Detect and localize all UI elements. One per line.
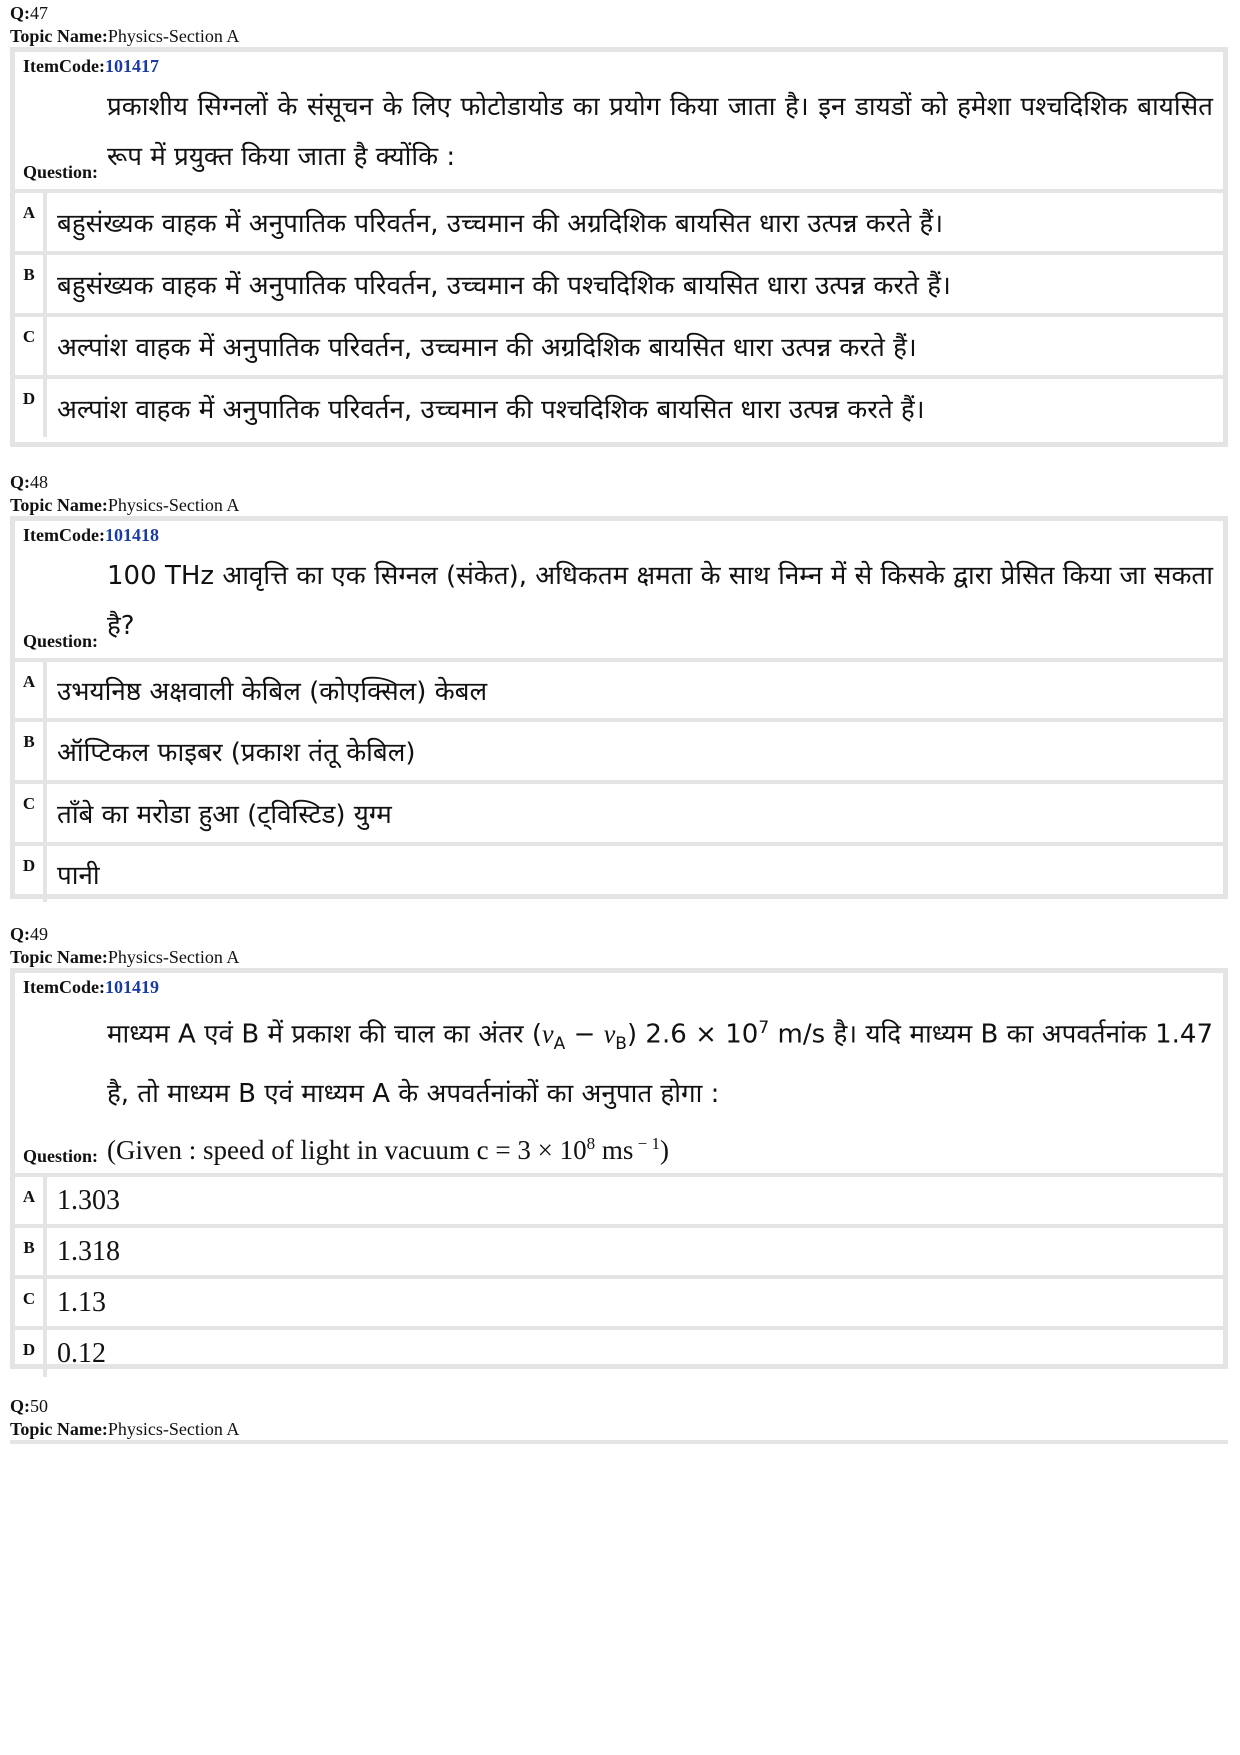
option-letter: B <box>15 722 47 780</box>
option-text: बहुसंख्यक वाहक में अनुपातिक परिवर्तन, उच्चमान की अग्रदिशिक बायसित धारा उत्पन्न करते हैं। <box>57 209 944 239</box>
question-label: Question: <box>23 1146 99 1166</box>
option-letter: D <box>15 846 47 902</box>
question-text: माध्यम A एवं B में प्रकाश की चाल का अंतर $(v_A - v_B) 2.6 \times 10^7$ m/s है। यदि माध्यम B का अपवर्तनांक 1.47 है, तो माध्यम B एवं माध्यम A के अपवर्तनांकों का अनुपात होगा : (Given : speed of light in vacuum $c = 3 \times 10^8$ ms $^{- 1}$) <box>107 1018 1213 1165</box>
question-card-49 <box>10 968 1228 1369</box>
option-letter: D <box>15 379 47 437</box>
option-text: अल्पांश वाहक में अनुपातिक परिवर्तन, उच्चमान की अग्रदिशिक बायसित धारा उत्पन्न करते हैं। <box>57 333 917 363</box>
question-label: Question: <box>23 162 99 182</box>
option-text: अल्पांश वाहक में अनुपातिक परिवर्तन, उच्चमान की पश्चदिशिक बायसित धारा उत्पन्न करते हैं। <box>57 395 925 425</box>
question-text: प्रकाशीय सिग्नलों के संसूचन के लिए फोटोडायोड का प्रयोग किया जाता है। इन डायडों को हमेशा पश्चदिशिक बायसित रूप में प्रयुक्त किया जाता है क्योंकि : <box>107 92 1213 172</box>
option-c[interactable] <box>15 784 1223 846</box>
topic-name: Topic Name:Physics-Section A <box>10 947 240 967</box>
option-d[interactable] <box>15 846 1223 902</box>
option-letter: C <box>15 1279 47 1326</box>
question-card-48 <box>10 516 1228 899</box>
option-letter: C <box>15 784 47 842</box>
option-text: ऑप्टिकल फाइबर (प्रकाश तंतू केबिल) <box>57 738 416 768</box>
option-letter: C <box>15 317 47 375</box>
question-label: Question: <box>23 631 99 651</box>
question-number: Q:49 <box>10 924 48 944</box>
option-letter: D <box>15 1330 47 1377</box>
question-header-50 <box>10 1395 1228 1441</box>
divider <box>10 1440 1228 1444</box>
option-letter: B <box>15 1228 47 1275</box>
question-text: 100 THz आवृत्ति का एक सिग्नल (संकेत), अधिकतम क्षमता के साथ निम्न में से किसके द्वारा प्रेसित किया जा सकता है? <box>107 561 1213 641</box>
item-code: ItemCode:101419 <box>23 977 159 997</box>
option-text: 1.303 <box>57 1184 120 1216</box>
question-number: Q:47 <box>10 3 48 23</box>
option-b[interactable] <box>15 1228 1223 1279</box>
topic-name: Topic Name:Physics-Section A <box>10 26 240 46</box>
given-note: (Given : speed of light in vacuum $c = 3 \times 10^8$ ms $^{- 1}$) <box>107 1133 669 1165</box>
question-header-49 <box>10 923 1228 969</box>
option-c[interactable] <box>15 317 1223 379</box>
option-b[interactable] <box>15 722 1223 784</box>
option-text: पानी <box>57 861 100 891</box>
option-text: 1.318 <box>57 1235 120 1267</box>
item-code: ItemCode:101417 <box>23 56 159 76</box>
option-text: ताँबे का मरोडा हुआ (ट्विस्टिड) युग्म <box>57 800 392 830</box>
option-text: उभयनिष्ठ अक्षवाली केबिल (कोएक्सिल) केबल <box>57 677 488 707</box>
option-text: बहुसंख्यक वाहक में अनुपातिक परिवर्तन, उच्चमान की पश्चदिशिक बायसित धारा उत्पन्न करते हैं। <box>57 271 951 301</box>
option-text: 0.12 <box>57 1337 106 1369</box>
question-header-47 <box>10 2 1228 48</box>
topic-name: Topic Name:Physics-Section A <box>10 495 240 515</box>
question-number: Q:50 <box>10 1396 48 1416</box>
question-card-47 <box>10 47 1228 447</box>
question-header-48 <box>10 471 1228 517</box>
question-head <box>15 973 1223 1177</box>
question-number: Q:48 <box>10 472 48 492</box>
option-d[interactable] <box>15 1330 1223 1377</box>
question-head <box>15 521 1223 662</box>
option-letter: A <box>15 1177 47 1224</box>
option-letter: B <box>15 255 47 313</box>
option-letter: A <box>15 662 47 718</box>
topic-name: Topic Name:Physics-Section A <box>10 1419 240 1439</box>
option-d[interactable] <box>15 379 1223 437</box>
option-a[interactable] <box>15 662 1223 722</box>
option-b[interactable] <box>15 255 1223 317</box>
option-letter: A <box>15 193 47 251</box>
question-head <box>15 52 1223 193</box>
option-a[interactable] <box>15 1177 1223 1228</box>
option-text: 1.13 <box>57 1286 106 1318</box>
option-c[interactable] <box>15 1279 1223 1330</box>
option-a[interactable] <box>15 193 1223 255</box>
item-code: ItemCode:101418 <box>23 525 159 545</box>
